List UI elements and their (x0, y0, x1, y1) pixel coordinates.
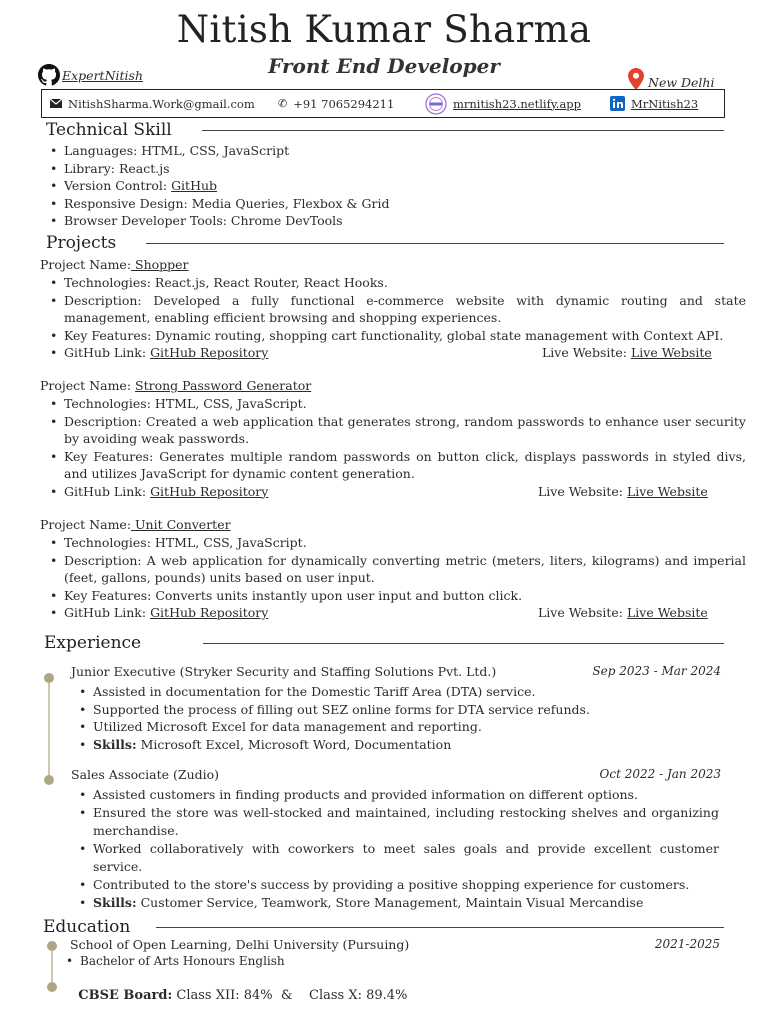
project-name-label: Project Name: (40, 257, 132, 272)
website-link[interactable]: mrnitish23.netlify.app (453, 96, 582, 111)
project-name-label: Project Name: (40, 517, 132, 532)
project-title-link[interactable]: Shopper (131, 257, 189, 272)
timeline-line (48, 683, 50, 775)
phone-text[interactable]: +91 7065294211 (293, 96, 395, 111)
section-title: Technical Skill (46, 120, 172, 140)
github-link[interactable]: GitHub (171, 178, 218, 193)
list-item: • Description: A web application for dynamically converting metric (meters, liters, kilograms) and imperial (feet, gallons, pounds) units based on user input. (40, 552, 746, 587)
project-details (40, 395, 746, 500)
job-dates: Oct 2022 - Jan 2023 (599, 767, 721, 781)
list-item: • Technologies: React.js, React Router, React Hooks. (40, 274, 746, 292)
github-link-label: GitHub Link: (64, 605, 147, 620)
skills-list (40, 142, 746, 230)
github-repo-link[interactable]: GitHub Repository (150, 483, 269, 499)
list-item (40, 177, 746, 195)
list-item-text: Version Control: (64, 178, 172, 193)
github-link-label: GitHub Link: (64, 483, 147, 499)
list-item: • Assisted in documentation for the Domestic Tariff Area (DTA) service. (69, 683, 719, 701)
school-dates: 2021-2025 (654, 937, 720, 951)
list-item: • Contributed to the store's success by providing a positive shopping experience for customers. (69, 876, 719, 894)
section-rule (146, 243, 724, 244)
email-icon (50, 99, 62, 108)
degree-list (56, 953, 656, 969)
job-title: Junior Executive (Stryker Security and Staffing Solutions Pvt. Ltd.) (71, 664, 497, 679)
skills-text: Customer Service, Teamwork, Store Management, Maintain Visual Mercandise (140, 895, 644, 910)
phone-icon: ✆ (278, 97, 288, 110)
list-item: • Technologies: HTML, CSS, JavaScript. (40, 534, 746, 552)
project-title-link[interactable]: Unit Converter (131, 517, 231, 532)
github-link-label: GitHub Link: (64, 345, 147, 360)
timeline-dot (44, 673, 54, 683)
job-duties (69, 786, 719, 912)
list-item: • Utilized Microsoft Excel for data management and reporting. (69, 718, 719, 736)
list-item (69, 736, 719, 754)
section-title: Projects (46, 233, 117, 253)
list-item: • Supported the process of filling out SEZ online forms for DTA service refunds. (69, 701, 719, 719)
list-item: • Description: Created a web application that generates strong, random passwords to enhance user security by avoiding weak passwords. (40, 413, 746, 448)
linkedin-link[interactable]: MrNitish23 (631, 96, 699, 111)
list-item: • Library: React.js (40, 160, 746, 178)
project-title-link[interactable]: Strong Password Generator (135, 378, 312, 393)
live-website-link[interactable]: Live Website (627, 483, 708, 499)
timeline-dot (44, 775, 54, 785)
section-rule (156, 927, 724, 928)
section-title: Education (43, 917, 131, 937)
list-item: • Ensured the store was well-stocked and maintained, including restocking shelves and organizing merchandise. (69, 804, 719, 840)
github-icon (38, 64, 60, 86)
list-item: • Key Features: Dynamic routing, shopping cart functionality, global state management with Context API. (40, 327, 746, 345)
school-header (70, 937, 720, 952)
resume-name: Nitish Kumar Sharma (176, 8, 592, 51)
skills-text: Microsoft Excel, Microsoft Word, Documentation (140, 736, 452, 752)
list-item (40, 604, 746, 622)
timeline-dot (47, 941, 57, 951)
live-website-link[interactable]: Live Website (627, 605, 708, 620)
email-text[interactable]: NitishSharma.Work@gmail.com (68, 96, 255, 111)
live-website (538, 604, 708, 622)
job-role: Front End Developer (268, 54, 500, 78)
school-name: School of Open Learning, Delhi University (Pursuing) (70, 937, 410, 952)
list-item: • Browser Developer Tools: Chrome DevTools (40, 212, 746, 230)
list-item (69, 894, 719, 912)
live-website (542, 344, 712, 362)
contact-bar (41, 89, 725, 118)
live-website-label: Live Website: (538, 483, 624, 499)
list-item: • Technologies: HTML, CSS, JavaScript. (40, 395, 746, 413)
cbse-line (70, 973, 407, 1003)
timeline-dot (47, 982, 57, 992)
website-item[interactable] (425, 93, 581, 115)
section-projects (46, 233, 724, 253)
github-username[interactable]: ExpertNitish (62, 67, 143, 83)
list-item (40, 483, 746, 501)
list-item: • Description: Developed a fully functional e-commerce website with dynamic routing and state management, enabling efficient browsing and shopping experiences. (40, 292, 746, 327)
skills-label: Skills: (93, 895, 137, 910)
cbse-value: Class XII: 84% & Class X: 89.4% (176, 988, 408, 1003)
list-item: • Key Features: Generates multiple random passwords on button click, displays passwords in styled divs, and utilizes JavaScript for dynamic content generation. (40, 448, 746, 483)
phone-item[interactable] (278, 97, 394, 111)
section-title: Experience (44, 633, 142, 653)
location (628, 68, 714, 90)
skills-label: Skills: (93, 736, 137, 752)
job-title: Sales Associate (Zudio) (71, 767, 220, 782)
job-dates: Sep 2023 - Mar 2024 (592, 664, 721, 678)
location-pin-icon (628, 68, 644, 90)
project-name (40, 256, 189, 274)
list-item (40, 344, 746, 362)
live-website (538, 483, 708, 501)
list-item: • Bachelor of Arts Honours English (56, 953, 656, 969)
timeline-line (51, 951, 53, 984)
cbse-label: CBSE Board: (78, 988, 173, 1003)
email-item[interactable] (50, 97, 255, 111)
list-item: • Worked collaboratively with coworkers to meet sales goals and provide excellent customer service. (69, 840, 719, 876)
live-website-label: Live Website: (538, 605, 624, 620)
project-details (40, 534, 746, 622)
project-name-label: Project Name: (40, 378, 132, 393)
list-item: • Assisted customers in finding products and provided information on different options. (69, 786, 719, 804)
project-details (40, 274, 746, 362)
location-text: New Delhi (648, 75, 715, 90)
list-item: • Languages: HTML, CSS, JavaScript (40, 142, 746, 160)
job-header (71, 767, 721, 782)
github-repo-link[interactable]: GitHub Repository (150, 605, 269, 620)
section-rule (203, 643, 724, 644)
section-experience (44, 633, 724, 653)
linkedin-icon (610, 96, 625, 111)
section-technical-skill (46, 120, 724, 140)
job-header (71, 664, 721, 679)
list-item: • Responsive Design: Media Queries, Flexbox & Grid (40, 195, 746, 213)
github-profile[interactable] (38, 64, 143, 86)
live-website-link[interactable]: Live Website (631, 345, 712, 360)
website-logo-icon (425, 93, 447, 115)
github-repo-link[interactable]: GitHub Repository (150, 345, 269, 360)
job-duties (69, 683, 719, 753)
project-name (40, 377, 311, 395)
linkedin-item[interactable] (610, 96, 698, 111)
section-rule (202, 130, 724, 131)
live-website-label: Live Website: (542, 345, 628, 360)
section-education (43, 917, 724, 937)
list-item: • Key Features: Converts units instantly upon user input and button click. (40, 587, 746, 605)
project-name (40, 516, 231, 534)
